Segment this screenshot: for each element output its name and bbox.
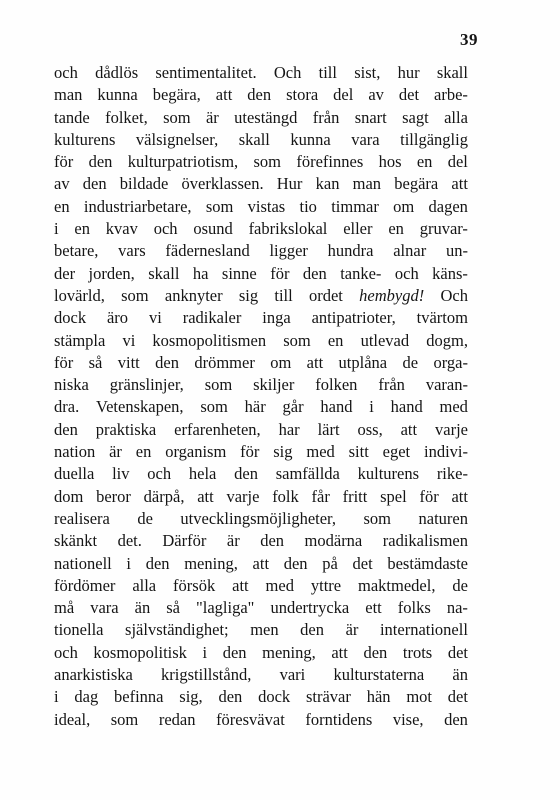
word: redan — [158, 709, 196, 729]
word: hand — [320, 397, 353, 417]
word: befinna — [114, 687, 164, 707]
text-line — [54, 530, 468, 552]
word: självständighet; — [125, 620, 229, 640]
word: den — [54, 419, 78, 439]
word: förefinnes — [296, 152, 364, 172]
word: Därför — [162, 531, 207, 551]
word: att — [451, 174, 468, 194]
word: bestämdaste — [387, 553, 468, 573]
word: den — [145, 553, 170, 573]
word: Hur — [276, 174, 303, 194]
word: för — [270, 263, 290, 283]
word: tande — [54, 107, 90, 127]
text-line — [54, 642, 468, 664]
word: dag — [74, 687, 99, 707]
word: är — [226, 531, 240, 551]
word: Och — [440, 285, 468, 305]
text-line — [54, 263, 468, 285]
word: att — [215, 85, 233, 105]
text-line — [54, 173, 468, 195]
word: naturen — [418, 508, 468, 528]
word: vistas — [247, 196, 286, 216]
text-line — [54, 419, 468, 441]
word: en — [54, 196, 70, 216]
word: har — [278, 419, 300, 439]
word: för — [54, 152, 74, 172]
word: och — [394, 263, 419, 283]
text-line — [54, 84, 468, 106]
word: gränslinjer, — [109, 375, 184, 395]
text-line — [54, 508, 468, 530]
word: äro — [106, 308, 129, 328]
word: ha — [192, 263, 209, 283]
word: är — [345, 620, 359, 640]
word: från — [312, 107, 340, 127]
word: Och — [273, 63, 302, 82]
word: tvärtom — [416, 308, 468, 328]
word: det — [447, 687, 468, 707]
text-line — [54, 709, 468, 731]
word: kvav — [105, 219, 138, 239]
word: skiljer — [253, 375, 295, 395]
word: en — [388, 219, 404, 239]
word: dra. — [54, 397, 80, 417]
text-line — [54, 285, 468, 307]
word: spel — [380, 486, 407, 506]
word: sig — [238, 285, 259, 305]
word: sagt — [402, 107, 429, 127]
word: strävar — [305, 687, 351, 707]
word: erfarenheten, — [174, 419, 261, 439]
word: antipatrioter, — [311, 308, 396, 328]
word: så — [166, 598, 180, 618]
word: vara — [351, 129, 380, 149]
word: dådlös — [95, 63, 139, 82]
body-text — [54, 62, 468, 731]
word: utlevad — [360, 330, 410, 350]
word: överklassen. — [181, 174, 264, 194]
word: en — [135, 442, 152, 462]
word: de — [137, 508, 153, 528]
word: en — [74, 219, 90, 239]
word: att — [400, 419, 418, 439]
text-line — [54, 129, 468, 151]
word: begära — [394, 174, 439, 194]
word: hundra — [327, 241, 374, 261]
word: fördömer — [54, 575, 116, 595]
word: skall — [436, 63, 468, 82]
word: att — [331, 642, 348, 662]
word: än — [452, 665, 468, 685]
word: den — [88, 152, 113, 172]
word: den — [155, 352, 179, 372]
word: får — [311, 486, 330, 506]
word: går — [282, 397, 304, 417]
word: alla — [132, 575, 157, 595]
word: att — [451, 486, 468, 506]
word: sentimentalitet. — [155, 63, 257, 82]
word: fritt — [342, 486, 368, 506]
word: skall — [238, 129, 270, 149]
word: en — [416, 152, 433, 172]
word: kunna — [290, 129, 331, 149]
word: med — [306, 442, 335, 462]
word: men — [250, 620, 279, 640]
word: mot — [406, 687, 432, 707]
word: dom — [54, 486, 84, 506]
word: sist, — [354, 63, 381, 82]
word: med — [265, 575, 294, 595]
word: samfällda — [275, 464, 340, 484]
word: vars — [118, 241, 146, 261]
word: beror — [96, 486, 131, 506]
word: radikaler — [182, 308, 242, 328]
word: kulturstaterna — [333, 665, 425, 685]
word: för — [240, 442, 260, 462]
word: som — [204, 375, 233, 395]
word: som — [121, 285, 149, 305]
word: som — [200, 397, 228, 417]
text-line — [54, 151, 468, 173]
word: som — [363, 508, 392, 528]
word: del — [447, 152, 468, 172]
word: och — [147, 464, 172, 484]
word: att — [252, 553, 270, 573]
word: kosmopolitisk — [93, 642, 187, 662]
text-line — [54, 686, 468, 708]
text-line — [54, 107, 468, 129]
word: osund — [193, 219, 233, 239]
word: timmar — [331, 196, 379, 216]
word: rike- — [436, 464, 468, 484]
word: till — [318, 63, 337, 82]
word: un- — [445, 241, 468, 261]
word: inga — [262, 308, 291, 328]
word: så — [88, 352, 103, 372]
emphasized-word: hembygd! — [359, 285, 425, 305]
word: kan — [315, 174, 340, 194]
word: det. — [117, 531, 142, 551]
word: praktiska — [95, 419, 157, 439]
word: som — [110, 709, 139, 729]
word: internationell — [379, 620, 468, 640]
word: hän — [366, 687, 391, 707]
word: folket, — [105, 107, 148, 127]
word: ideal, — [54, 709, 91, 729]
word: kulturens — [54, 129, 116, 149]
word: krigstillstånd, — [161, 665, 252, 685]
word: en — [327, 330, 344, 350]
word: den — [300, 620, 324, 640]
word: dock — [54, 308, 87, 328]
word: i — [369, 397, 374, 417]
word: drömmer — [194, 352, 255, 372]
word: i — [126, 553, 132, 573]
word: ett — [365, 598, 382, 618]
text-line — [54, 396, 468, 418]
word: ligger — [269, 241, 308, 261]
word: kulturpatriotism, — [127, 152, 239, 172]
word: industriarbetare, — [83, 196, 192, 216]
word: man — [54, 85, 83, 105]
word: här — [244, 397, 266, 417]
word: lovärld, — [54, 285, 105, 305]
word: och — [54, 63, 78, 82]
word: att — [197, 486, 214, 506]
word: stämpla — [54, 330, 106, 350]
word: stora — [286, 85, 319, 105]
word: radikalismen — [382, 531, 468, 551]
word: i — [54, 219, 59, 239]
word: är — [109, 442, 122, 462]
word: jorden, — [88, 263, 135, 283]
word: att — [306, 352, 324, 372]
word: de — [452, 575, 468, 595]
word: hos — [378, 152, 402, 172]
word: alnar — [393, 241, 427, 261]
word: realisera — [54, 508, 110, 528]
word: der — [54, 263, 76, 283]
word: varje — [435, 419, 468, 439]
word: och — [54, 642, 78, 662]
word: modärna — [304, 531, 363, 551]
word: från — [378, 375, 405, 395]
word: vitt — [117, 352, 140, 372]
word: snart — [354, 107, 387, 127]
word: ordet — [308, 285, 343, 305]
word: vise, — [392, 709, 424, 729]
word: anknyter — [164, 285, 223, 305]
text-line — [54, 352, 468, 374]
word: indivi- — [423, 442, 468, 462]
word: utvecklingsmöjligheter, — [180, 508, 337, 528]
word: välsignelser, — [135, 129, 219, 149]
text-line — [54, 664, 468, 686]
word: na- — [446, 598, 468, 618]
word: den — [247, 85, 272, 105]
word: sinne — [221, 263, 257, 283]
word: begära, — [152, 85, 201, 105]
text-line — [54, 463, 468, 485]
word: trots — [402, 642, 433, 662]
word: som — [283, 330, 311, 350]
word: varan- — [425, 375, 468, 395]
word: folks — [397, 598, 431, 618]
word: dagen — [428, 196, 468, 216]
word: dock — [258, 687, 291, 707]
word: liv — [112, 464, 130, 484]
word: till — [274, 285, 293, 305]
word: av — [54, 174, 70, 194]
text-line — [54, 553, 468, 575]
word: dogm, — [426, 330, 468, 350]
word: den — [234, 464, 258, 484]
word: eget — [382, 442, 411, 462]
word: bildade — [119, 174, 169, 194]
word: föresvävat — [216, 709, 285, 729]
word: yttre — [310, 575, 342, 595]
page-number: 39 — [460, 30, 478, 49]
word: utestängd — [234, 107, 298, 127]
word: fädernesland — [165, 241, 250, 261]
word: skall — [148, 263, 180, 283]
word: den — [82, 174, 107, 194]
word: därpå, — [143, 486, 185, 506]
word: den — [283, 553, 308, 573]
text-line — [54, 196, 468, 218]
word: tillgänglig — [400, 129, 468, 149]
word: niska — [54, 375, 89, 395]
text-line — [54, 307, 468, 329]
word: och — [153, 219, 178, 239]
word: orga- — [433, 352, 468, 372]
word: i — [54, 687, 59, 707]
word: duella — [54, 464, 95, 484]
word: varje — [226, 486, 260, 506]
word: hur — [397, 63, 420, 82]
word: folken — [315, 375, 358, 395]
word: det — [398, 85, 420, 105]
word: vari — [279, 665, 306, 685]
word: undertrycka — [270, 598, 350, 618]
word: Vetenskapen, — [96, 397, 184, 417]
word: än — [134, 598, 151, 618]
word: den — [218, 687, 243, 707]
word: vara — [90, 598, 119, 618]
word: som — [205, 196, 234, 216]
word: den — [444, 709, 468, 729]
word: om — [393, 196, 415, 216]
word: man — [352, 174, 382, 194]
word: på — [322, 553, 338, 573]
text-line — [54, 441, 468, 463]
word: sig — [273, 442, 293, 462]
word: kunna — [97, 85, 138, 105]
word: käns- — [432, 263, 468, 283]
word: eller — [343, 219, 373, 239]
word: den — [363, 642, 388, 662]
word: i — [202, 642, 208, 662]
word: nation — [54, 442, 96, 462]
text-line — [54, 575, 468, 597]
word: anarkistiska — [54, 665, 133, 685]
word: av — [368, 85, 384, 105]
word: med — [439, 397, 468, 417]
word: den — [222, 642, 247, 662]
word: för — [54, 352, 74, 372]
word: den — [260, 531, 285, 551]
text-line — [54, 62, 468, 84]
word: nationell — [54, 553, 112, 573]
word: att — [232, 575, 249, 595]
word: fabrikslokal — [248, 219, 328, 239]
word: mening, — [262, 642, 316, 662]
word: organism — [165, 442, 227, 462]
text-line — [54, 486, 468, 508]
word: vi — [148, 308, 162, 328]
word: är — [205, 107, 219, 127]
word: som — [253, 152, 282, 172]
word: hela — [188, 464, 217, 484]
word: utplåna — [338, 352, 388, 372]
word: del — [333, 85, 354, 105]
text-line — [54, 597, 468, 619]
word: skänkt — [54, 531, 98, 551]
word: sig, — [179, 687, 203, 707]
word: arbe- — [434, 85, 468, 105]
word: det — [352, 553, 373, 573]
word: kosmopolitismen — [152, 330, 267, 350]
word: må — [54, 598, 75, 618]
word: tionella — [54, 620, 104, 640]
text-line — [54, 619, 468, 641]
word: folk — [272, 486, 299, 506]
word: hand — [390, 397, 423, 417]
word: det — [447, 642, 468, 662]
word: "lagliga" — [196, 598, 255, 618]
word: för — [419, 486, 439, 506]
word: maktmedel, — [358, 575, 436, 595]
text-line — [54, 240, 468, 262]
word: tanke- — [340, 263, 382, 283]
word: lärt — [317, 419, 340, 439]
word: som — [163, 107, 191, 127]
word: betare, — [54, 241, 99, 261]
text-line — [54, 374, 468, 396]
word: forntidens — [305, 709, 373, 729]
word: sitt — [348, 442, 369, 462]
word: alla — [444, 107, 468, 127]
word: kulturens — [357, 464, 420, 484]
word: om — [270, 352, 292, 372]
word: oss, — [357, 419, 383, 439]
word: gruvar- — [419, 219, 468, 239]
word: mening, — [184, 553, 238, 573]
word: de — [402, 352, 419, 372]
word: vi — [122, 330, 136, 350]
text-line — [54, 330, 468, 352]
text-line — [54, 218, 468, 240]
word: försök — [173, 575, 216, 595]
word: tio — [299, 196, 317, 216]
word: den — [302, 263, 327, 283]
